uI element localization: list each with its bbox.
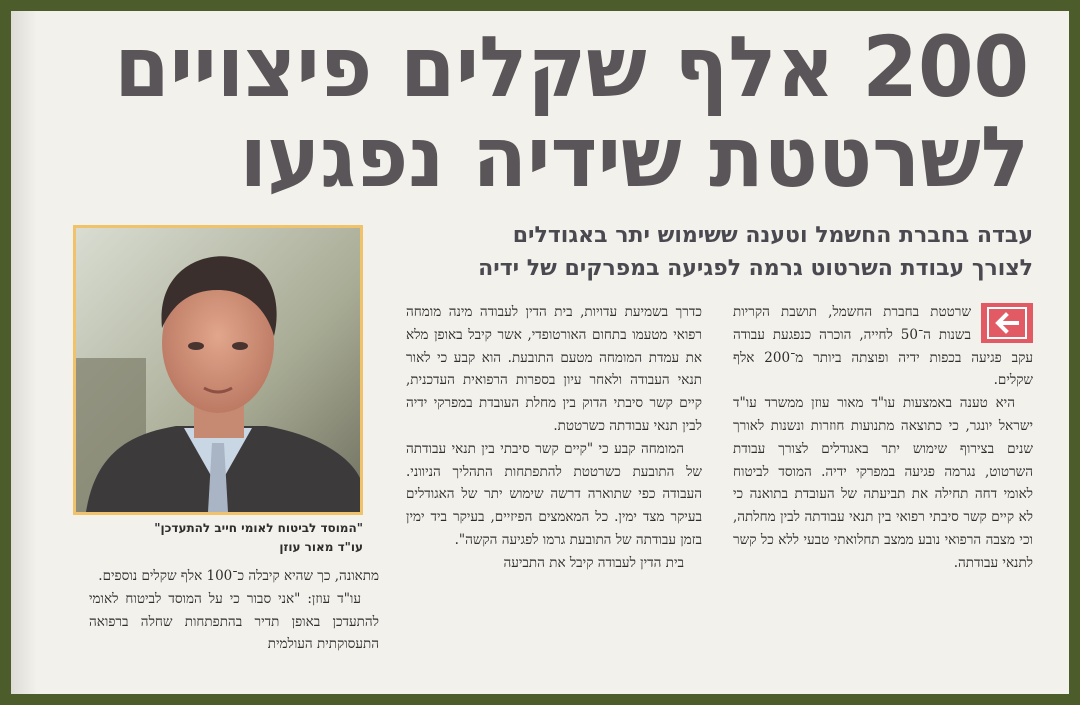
article-column-left bbox=[89, 565, 379, 656]
article-paragraph: כדרך בשמיעת עדויות, בית הדין לעבודה מינה מומחה רפואי מטעמו בתחום האורטופדי, אשר קיבל באופן מלא את עמדת המומחה מטעם התובעת. הוא קבע כי לאור תנאי העבודה ולאחר עיון בספרות הרפואית העדכנית, קיים קשר סיבתי הדוק בין מחלת העובדת במפרקי ידיה לבין תנאי עבודתה כשרטטת. bbox=[406, 304, 702, 434]
portrait-image bbox=[76, 228, 360, 512]
article-paragraph: מתאונה, כך שהיא קיבלה כ־100 אלף שקלים נוספים. bbox=[98, 568, 379, 584]
caption-quote: "המוסד לביטוח לאומי חייב להתעדכן" bbox=[154, 521, 363, 535]
article-paragraph: המומחה קבע כי "קיים קשר סיבתי בין תנאי עבודתה של התובעת כשרטטת להתפתחות התהליך הניווני. העבודה כפי שתוארה דרשה שימוש יתר של האגודלים בעיקר מצד ימין. כל המאמצים הפיזיים, בעיקר ביד ימין בזמן עבודתה של התובעת גרמו לפגיעה הקשה". bbox=[406, 440, 702, 548]
subheadline-line-1: עבדה בחברת החשמל וטענה ששימוש יתר באגודלים bbox=[512, 223, 1033, 248]
page-fold-shadow bbox=[11, 11, 37, 694]
article-paragraph: שרטטת בחברת החשמל, תושבת הקריות בשנות ה־50 לחייה, הוכרה כנפגעת עבודה עקב פגיעה בכפות ידיה ופוצתה ביותר מ־200 אלף שקלים. bbox=[733, 304, 1033, 389]
subheadline-line-2: לצורך עבודת השרטוט גרמה לפגיעה במפרקים של ידיה bbox=[478, 256, 1033, 281]
newspaper-clipping bbox=[11, 11, 1069, 694]
article-paragraph: עו"ד עוזן: "אני סבור כי על המוסד לביטוח לאומי להתעדכן באופן תדיר בהתפתחות שחלה ברפואה התעסוקתית העולמית bbox=[89, 590, 379, 653]
portrait-photo bbox=[73, 225, 363, 515]
left-arrow-icon bbox=[987, 307, 1027, 339]
headline-line-1: 200 אלף שקלים פיצויים bbox=[114, 18, 1029, 116]
article-column-middle bbox=[406, 301, 702, 575]
caption-credit: עו"ד מאור עוזן bbox=[279, 540, 363, 554]
subheadline bbox=[433, 219, 1033, 285]
article-column-right bbox=[733, 301, 1033, 575]
article-paragraph: היא טענה באמצעות עו"ד מאור עוזן ממשרד עו"ד ישראל יונגר, כי כתוצאה מתנועות חוזרות ונשנות לאורך שנים בצירוף שימוש יתר באגודלים לצורך עבודת השרטוט, נגרמה פגיעה במפרקי ידיה. המוסד לביטוח לאומי דחה תחילה את תביעתה של העובדת בתואנה כי לא קיים קשר סיבתי רפואי בין תנאי עבודתה לבין מחלתה, וכי מצבה הרפואי נובע ממצב תחלואתי טבעי ללא כל קשר לתנאי עבודתה. bbox=[733, 395, 1033, 571]
article-paragraph: בית הדין לעבודה קיבל את התביעה bbox=[503, 554, 684, 571]
section-marker bbox=[981, 303, 1033, 343]
photo-caption bbox=[83, 519, 363, 557]
headline-line-2: לשרטטת שידיה נפגעו bbox=[239, 108, 1029, 206]
